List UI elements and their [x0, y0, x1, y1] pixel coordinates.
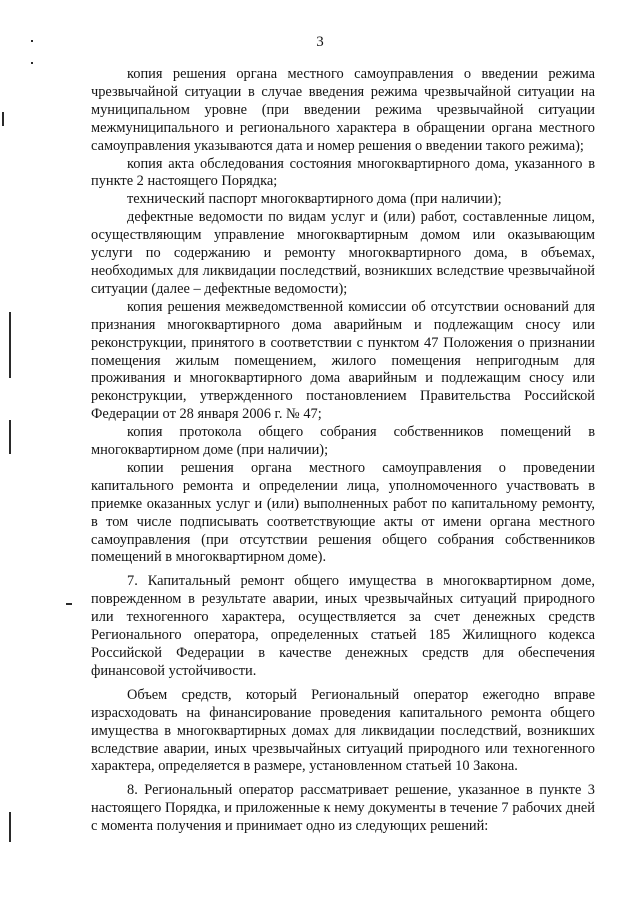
- page-number: 3: [316, 34, 324, 50]
- paragraph-funds-volume: Объем средств, который Региональный оператор ежегодно вправе израсходовать на финансирование проведения капитального ремонта общего имущества в многоквартирных домах для ликвидации последствий, возникших вследствие аварии, иных чрезвычайных ситуаций природного или техногенного характера, определяется в размере, установленном статьей 10 Закона.: [91, 686, 595, 775]
- paragraph-repair-decision: копии решения органа местного самоуправления о проведении капитального ремонта и определении лица, уполномоченного участвовать в приемке оказанных услуг и (или) выполненных работ по капитальному ремонту, в том числе подписывать соответствующие акты от имени органа местного самоуправления (при отсутствии решения общего собрания собственников помещений в многоквартирном доме).: [91, 459, 595, 566]
- paragraph-decision-emergency-regime: копия решения органа местного самоуправления о введении режима чрезвычайной ситуации в случае введения режима чрезвычайной ситуации на муниципальном уровне (при введении режима чрезвычайной ситуации межмуниципального и регионального характера в обращении органа местного самоуправления указываются дата и номер решения о введении такого режима);: [91, 66, 595, 154]
- scan-mark: [2, 112, 4, 126]
- scan-mark: [66, 603, 72, 605]
- scan-mark: [31, 62, 33, 64]
- document-body: [91, 66, 595, 836]
- paragraph-owners-meeting-protocol: копия протокола общего собрания собственников помещений в многоквартирном доме (при наличии);: [91, 424, 595, 459]
- paragraph-inspection-act: копия акта обследования состояния многоквартирного дома, указанного в пункте 2 настоящего Порядка;: [91, 155, 595, 190]
- paragraph-item-8: 8. Региональный оператор рассматривает решение, указанное в пункте 3 настоящего Порядка, и приложенные к нему документы в течение 7 рабочих дней с момента получения и принимает одно из следующих решений:: [91, 782, 595, 835]
- paragraph-commission-decision: копия решения межведомственной комиссии об отсутствии оснований для признания многоквартирного дома аварийным и подлежащим сносу или реконструкции, принятого в соответствии с пунктом 47 Положения о признании помещения жилым помещением, жилого помещения непригодным для проживания и многоквартирного дома аварийным и подлежащим сносу или реконструкции, утвержденного постановлением Правительства Российской Федерации от 28 января 2006 г. № 47;: [91, 298, 595, 423]
- scan-mark: [9, 812, 11, 842]
- scan-mark: [9, 312, 11, 378]
- paragraph-technical-passport: технический паспорт многоквартирного дома (при наличии);: [127, 191, 502, 208]
- paragraph-defect-statements: дефектные ведомости по видам услуг и (или) работ, составленные лицом, осуществляющим управление многоквартирным домом или оказывающим услуги по содержанию и ремонту многоквартирного дома, в объемах, необходимых для ликвидации последствий, возникших вследствие чрезвычайной ситуации (далее – дефектные ведомости);: [91, 209, 595, 297]
- scan-mark: [31, 40, 33, 42]
- paragraph-item-7: 7. Капитальный ремонт общего имущества в многоквартирном доме, поврежденном в результате аварии, иных чрезвычайных ситуаций природного или техногенного характера, осуществляется за счет денежных средств Регионального оператора, определенных статьей 185 Жилищного кодекса Российской Федерации в качестве денежных средств для обеспечения финансовой устойчивости.: [91, 573, 595, 679]
- scan-mark: [9, 420, 11, 454]
